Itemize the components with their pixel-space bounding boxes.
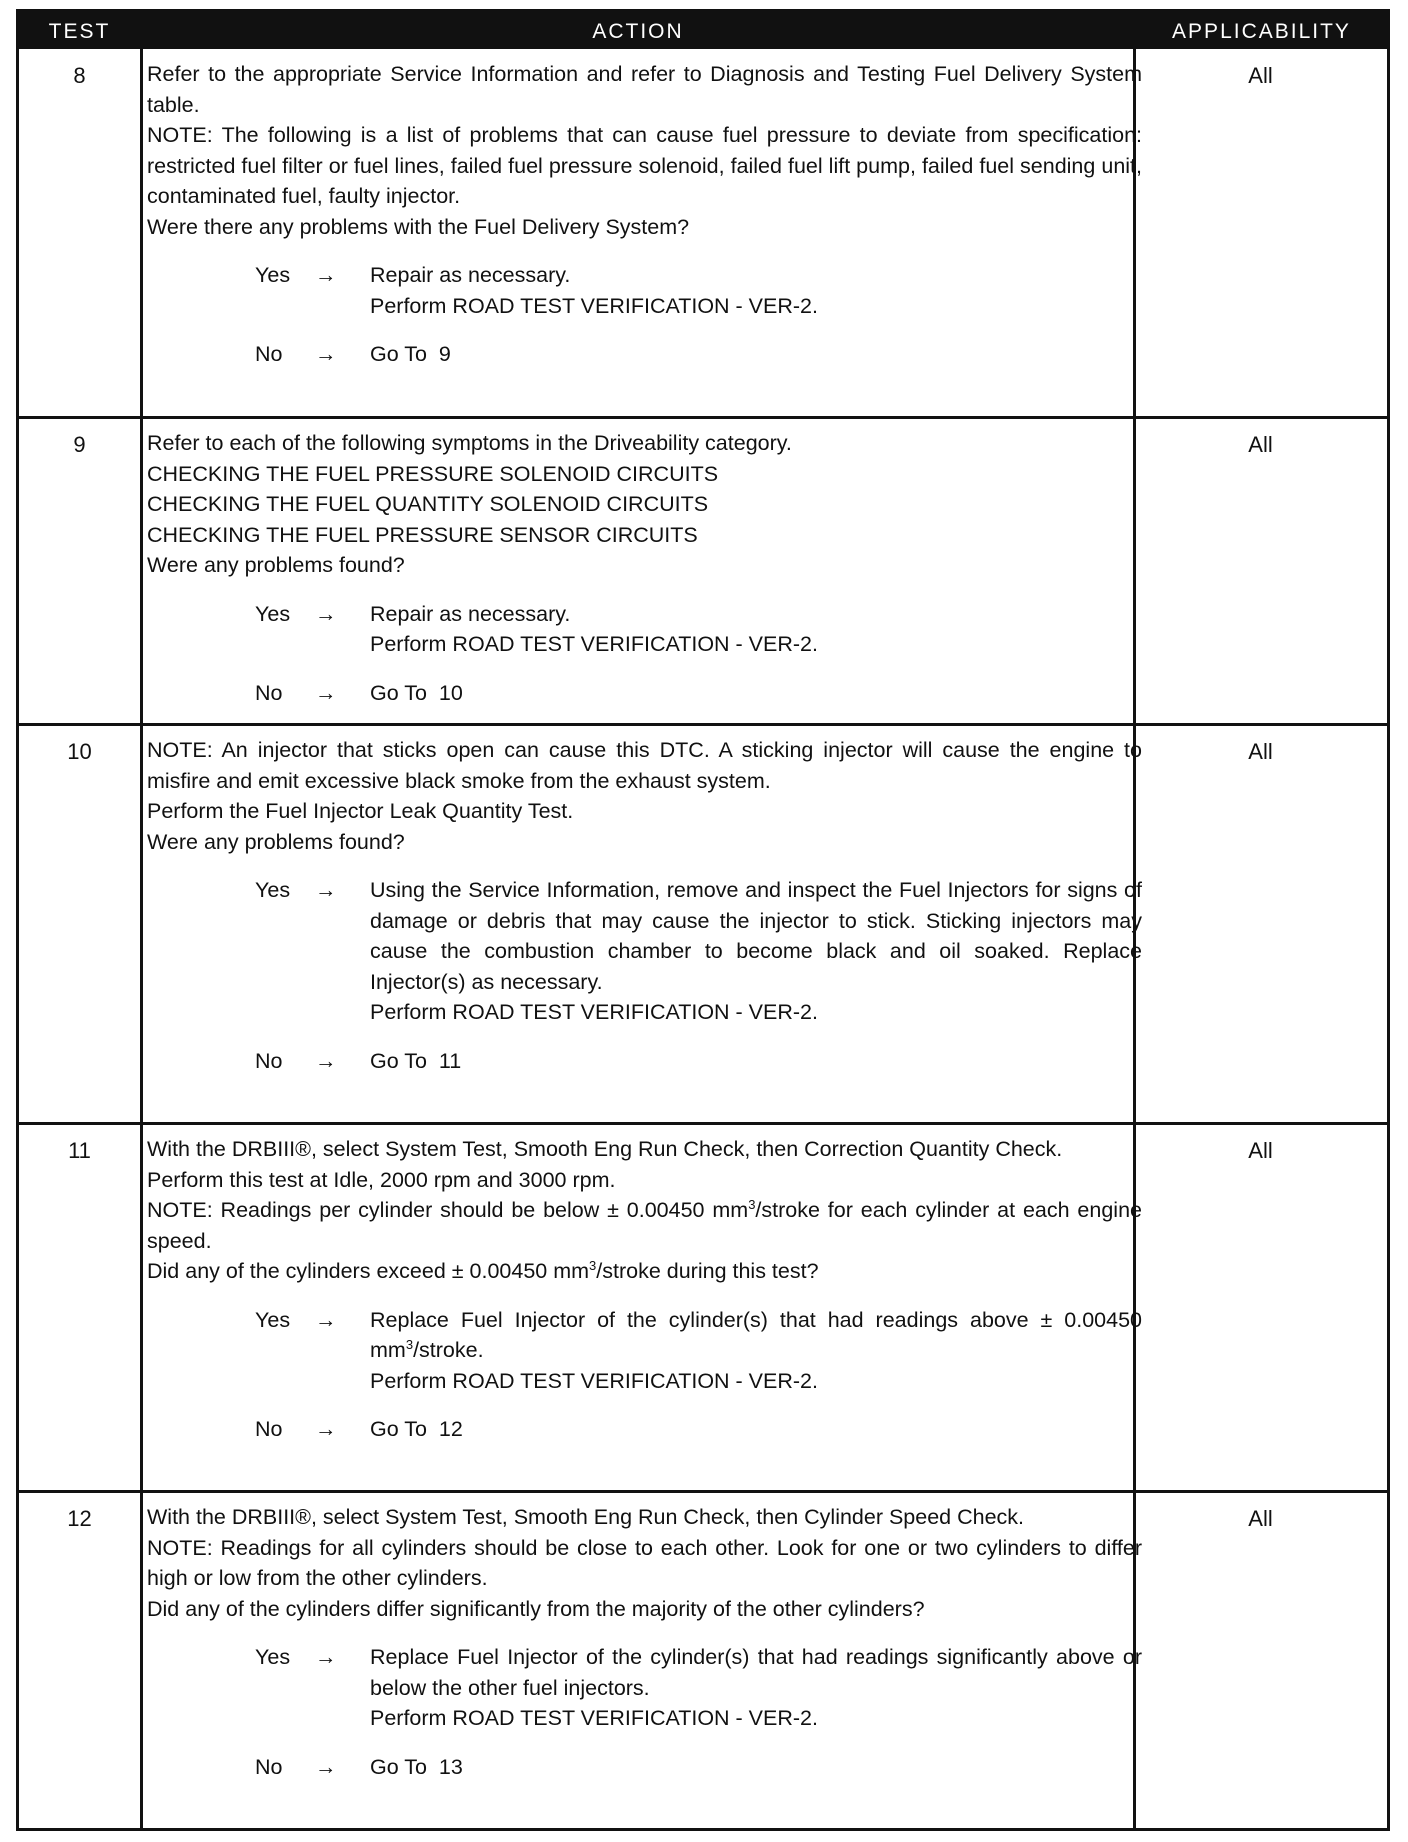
yes-branch xyxy=(147,599,1142,660)
yes-action-text: Replace Fuel Injector of the cylinder(s) that had readings above ± 0.00450 $mm^3$/stroke. xyxy=(370,1307,1142,1362)
go-to-link[interactable]: Go To 10 xyxy=(370,680,463,705)
test-number: 9 xyxy=(73,432,86,457)
no-label: No xyxy=(255,1754,283,1779)
table-header xyxy=(19,12,1387,49)
go-to-link[interactable]: Go To 12 xyxy=(370,1417,463,1441)
test-number: 11 xyxy=(68,1138,91,1163)
test-number: 10 xyxy=(67,739,92,764)
go-to-link[interactable]: Go To 11 xyxy=(370,1048,462,1073)
yes-label: Yes xyxy=(255,1307,291,1332)
applicability-value: All xyxy=(1248,63,1273,88)
arrow-icon: → xyxy=(315,1645,337,1669)
action-text: Were any problems found? xyxy=(147,829,405,854)
diagnostic-table xyxy=(16,9,1390,1831)
no-branch xyxy=(147,339,1142,369)
no-branch xyxy=(147,1046,1142,1076)
action-cell xyxy=(147,735,1142,1076)
arrow-icon: → xyxy=(315,1417,337,1441)
no-label: No xyxy=(255,1048,283,1073)
action-text: CHECKING THE FUEL PRESSURE SOLENOID CIRCUITS xyxy=(147,461,719,486)
action-text: NOTE: An injector that sticks open can cause this DTC. A sticking injector will cause the engine to misfire and emit excessive black smoke from the exhaust system. xyxy=(147,738,1142,793)
yes-action-text: Replace Fuel Injector of the cylinder(s) that had readings significantly above or below the other fuel injectors. xyxy=(370,1645,1142,1700)
header-applicability: APPLICABILITY xyxy=(1172,20,1351,43)
action-text: CHECKING THE FUEL PRESSURE SENSOR CIRCUITS xyxy=(147,522,698,547)
header-action: ACTION xyxy=(592,20,684,43)
arrow-icon: → xyxy=(315,878,337,902)
action-text: Were any problems found? xyxy=(147,553,405,577)
yes-action-text: Perform ROAD TEST VERIFICATION - VER-2. xyxy=(370,293,818,318)
yes-branch xyxy=(147,875,1142,1028)
no-branch xyxy=(147,678,1142,708)
action-text: CHECKING THE FUEL QUANTITY SOLENOID CIRCUITS xyxy=(147,492,709,516)
yes-label: Yes xyxy=(255,1645,291,1669)
yes-action-text: Perform ROAD TEST VERIFICATION - VER-2. xyxy=(370,1368,818,1393)
no-label: No xyxy=(255,1417,283,1441)
yes-label: Yes xyxy=(255,878,291,902)
yes-action-text: Perform ROAD TEST VERIFICATION - VER-2. xyxy=(370,632,818,656)
action-text: Refer to each of the following symptoms in the Driveability category. xyxy=(147,431,792,455)
yes-label: Yes xyxy=(255,263,291,287)
action-text: Perform this test at Idle, 2000 rpm and 3000 rpm. xyxy=(147,1167,616,1192)
arrow-icon: → xyxy=(315,1307,337,1332)
arrow-icon: → xyxy=(315,601,337,626)
yes-action-text: Using the Service Information, remove and inspect the Fuel Injectors for signs of damage or debris that may cause the injector to stick. Sticking injectors may cause the combustion chamber to become black and oil soaked. Replace Injector(s) as necessary. xyxy=(370,878,1142,994)
action-text: NOTE: The following is a list of problems that can cause fuel pressure to deviate from specification: restricted fuel filter or fuel lines, failed fuel pressure solenoid, failed fuel lift pump, failed fuel sending unit, contaminated fuel, faulty injector. xyxy=(147,123,1142,208)
row-divider xyxy=(19,416,1387,419)
no-branch xyxy=(147,1752,1142,1782)
arrow-icon: → xyxy=(315,680,337,705)
row-divider xyxy=(19,1122,1387,1125)
arrow-icon: → xyxy=(315,1754,337,1779)
no-label: No xyxy=(255,680,283,705)
header-test: TEST xyxy=(48,20,111,43)
no-label: No xyxy=(255,342,283,366)
action-text: With the DRBIII®, select System Test, Smooth Eng Run Check, then Cylinder Speed Check. xyxy=(147,1505,1025,1529)
action-cell xyxy=(147,1134,1142,1444)
no-branch xyxy=(147,1414,1142,1444)
arrow-icon: → xyxy=(315,342,337,366)
applicability-value: All xyxy=(1248,1506,1273,1531)
action-text: NOTE: Readings per cylinder should be below ± 0.00450 $mm^3$/stroke for each cylinder at each engine speed. xyxy=(147,1196,1142,1253)
arrow-icon: → xyxy=(315,263,337,287)
action-cell xyxy=(147,59,1142,369)
applicability-value: All xyxy=(1248,432,1273,457)
yes-action-text: Perform ROAD TEST VERIFICATION - VER-2. xyxy=(370,1000,818,1024)
yes-branch xyxy=(147,1305,1142,1397)
test-number: 8 xyxy=(73,63,86,88)
action-text: NOTE: Readings for all cylinders should be close to each other. Look for one or two cylinders to differ high or low from the other cylinders. xyxy=(147,1535,1142,1590)
action-text: Did any of the cylinders exceed ± 0.00450 $mm^3$/stroke during this test? xyxy=(147,1257,819,1283)
yes-action-text: Repair as necessary. xyxy=(370,601,571,626)
action-cell xyxy=(147,1502,1142,1782)
yes-label: Yes xyxy=(255,601,291,626)
action-text: Refer to the appropriate Service Information and refer to Diagnosis and Testing Fuel Delivery System table. xyxy=(147,62,1142,117)
row-divider xyxy=(19,723,1387,726)
go-to-link[interactable]: Go To 13 xyxy=(370,1754,463,1779)
test-number: 12 xyxy=(67,1506,92,1531)
action-text: Did any of the cylinders differ significantly from the majority of the other cylinders? xyxy=(147,1596,925,1621)
yes-action-text: Repair as necessary. xyxy=(370,263,571,287)
yes-action-text: Perform ROAD TEST VERIFICATION - VER-2. xyxy=(370,1706,818,1730)
applicability-value: All xyxy=(1248,739,1273,764)
column-divider xyxy=(140,49,143,1828)
applicability-value: All xyxy=(1248,1138,1273,1163)
action-text: With the DRBIII®, select System Test, Smooth Eng Run Check, then Correction Quantity Check. xyxy=(147,1137,1063,1161)
yes-branch xyxy=(147,1642,1142,1734)
action-text: Were there any problems with the Fuel Delivery System? xyxy=(147,214,690,239)
action-text: Perform the Fuel Injector Leak Quantity Test. xyxy=(147,799,574,823)
arrow-icon: → xyxy=(315,1048,337,1073)
go-to-link[interactable]: Go To 9 xyxy=(370,342,451,366)
yes-branch xyxy=(147,260,1142,321)
row-divider xyxy=(19,1490,1387,1493)
action-cell xyxy=(147,428,1142,708)
